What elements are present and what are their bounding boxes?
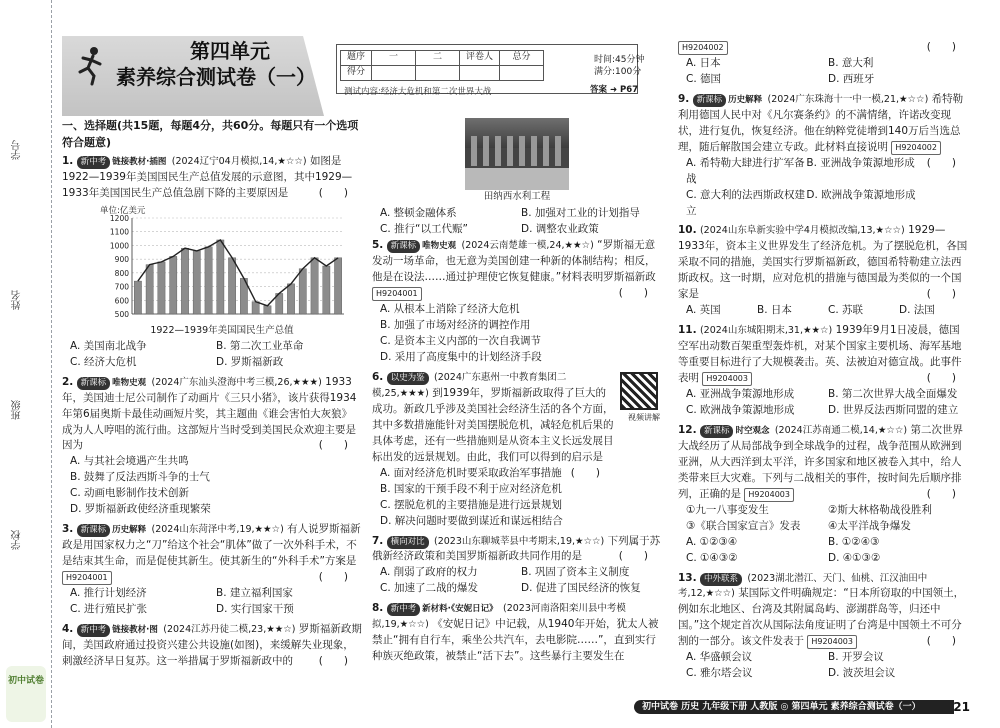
option-list — [678, 650, 970, 682]
option-d[interactable]: D. 法国 — [899, 304, 935, 317]
y-tick-label: 500 — [114, 310, 129, 320]
option-d[interactable]: D. 促进了国民经济的恢复 — [521, 582, 641, 595]
question-6: 视频讲解 6. 以史为鉴 (2024广东惠州一中教育集团二模,25,★★★) 到1939年，罗斯福新政取得了巨大的成功。新政几乎涉及美国社会经济生活的各个方面，其中多数措施能针对美国摆脱危机，减轻危机后果的具体考虑，还有一些措施则是从资本主义长远发展目标出发的远景规划。由此，我们可以得到的启示是 ( ) A. 面对经济危机时要采取政治军事措施 B. 国家的干预手段不利于应对经济危机 C. 摆脱危机的主要措施是进行远景规划 D. 解决问题时要做到谋近和谋远相结合 — [372, 370, 662, 530]
dam-illustration — [465, 118, 569, 190]
question-8-continued — [678, 40, 970, 88]
answer-blank[interactable]: ( ) — [318, 571, 348, 584]
gnp-bar — [287, 284, 294, 314]
option-b[interactable]: B. 巩固了资本主义制度 — [521, 566, 630, 579]
question-tag: 新中考 — [77, 156, 111, 169]
option-d[interactable]: D. 采用了高度集中的计划经济手段 — [380, 351, 542, 364]
answer-blank[interactable]: ( ) — [618, 550, 648, 563]
gnp-bar — [311, 258, 318, 314]
question-11: 11. (2024山东城阳期末,31,★★☆) 1939年9月1日凌晨，德国空军出动数百架重型轰炸机，对某个国家主要机场、海军基地等重要目标进行了大规模袭击。英、法被迫对德宣战。此事件表明 H9204003 ( ) A. 亚洲战争策源地形成 B. 第二次世界大战全面爆发 C. 欧洲战争策源地形成 D. 世界反法西斯同盟的建立 — [678, 323, 970, 419]
y-axis-label: 单位:亿美元 — [100, 206, 146, 217]
option-b[interactable]: B. 日本 — [757, 304, 792, 317]
photo-caption: 田纳西水利工程 — [483, 191, 551, 202]
option-a[interactable]: A. ①②③④ — [686, 535, 738, 548]
publisher-logo: 初中试卷 — [6, 666, 46, 722]
class-label: 班级 — [12, 400, 23, 420]
score-input-cell[interactable] — [372, 66, 416, 81]
gnp-bar — [170, 257, 177, 315]
qr-code-icon[interactable] — [620, 372, 658, 410]
option-d[interactable]: D. 实行国家干预 — [216, 602, 294, 615]
option-c[interactable]: C. 推行“以工代赈” — [380, 223, 468, 236]
option-list — [372, 466, 662, 530]
question-9: 9. 新课标 历史解释 (2024广东珠海十一中一模,21,★☆☆) 希特勒利用德国人民中对《凡尔赛条约》的不满情绪，许诺改变现状，进行复仇，恢复经济。他在纳粹党徒增到140万后当选总理，随后解散国会建立专政。此材料直接说明 H9204002 ( ) A. 希特勒大肆进行扩军备战 B. 亚洲战争策源地形成 C. 意大利的法西斯政权建立 D. 欧洲战争策源地形成 — [678, 92, 970, 220]
question-7: 7. 横向对比 (2023山东聊城莘县中考期末,19,★☆☆) 下列属于苏俄新经济政策和美国罗斯福新政共同作用的是 ( ) A. 削弱了政府的权力 B. 巩固了资本主义制度 C. 加速了二战的爆发 D. 促进了国民经济的恢复 — [372, 534, 662, 598]
question-2: 2. 新课标 唯物史观 (2024广东汕头澄海中考三模,26,★★★) 1933年，美国迪士尼公司制作了动画片《三只小猪》，该片获得1934年第6届奥斯卡最佳动画短片奖，其主题曲《谁会害怕大灰狼》成为人人哼唱的流行曲。这部短片当时受到美国民众欢迎主要是因为 ( ) A. 与其社会境遇产生共鸣 B. 鼓舞了反法西斯斗争的士气 C. 动画电影制作技术创新 D. 罗斯福新政使经济重现繁荣 — [62, 375, 362, 519]
section-title: 一、选择题(共15题，每题4分，共60分。每题只有一个选项符合题意) — [62, 119, 359, 149]
option-b[interactable]: B. 第二次世界大战全面爆发 — [828, 388, 958, 401]
option-b[interactable]: B. 加强对工业的计划指导 — [521, 207, 640, 220]
question-5: 5. 新课标 唯物史观 (2024云南楚雄一模,24,★★☆) “罗斯福无意发动一场革命，也无意为美国创建一种新的体制结构；相反，他是在设法……通过护理使它恢复健康。”材料表明罗斯福新政 H9204001 ( ) A. 从根本上消除了经济大危机 B. 加强了市场对经济的调控作用 C. 是资本主义内部的一次自我调节 D. 采用了高度集中的计划经济手段 — [372, 238, 662, 366]
question-13: 13. 中外联系 (2023湖北潜江、天门、仙桃、江汉油田中考,12,★☆☆) 某国际文件明确规定：“日本所窃取的中国领土，例如东北地区、台湾及其附属岛屿、澎湖群岛等，归还中国。”这个规定首次从国际法角度证明了台湾是中国领土不可分割的一部分。该文件发表于 H9204003 ( ) A. 华盛顿会议 B. 开罗会议 C. 雅尔塔会议 D. 波茨坦会议 — [678, 571, 970, 683]
option-c[interactable]: C. 是资本主义内部的一次自我调节 — [380, 335, 542, 348]
question-code: H9204001 — [62, 571, 112, 585]
gnp-bar — [158, 262, 165, 314]
gnp-bar — [299, 269, 306, 314]
qr-label: 视频讲解 — [628, 412, 660, 422]
option-d[interactable]: D. 西班牙 — [828, 72, 875, 85]
column-middle — [372, 118, 662, 669]
option-d[interactable]: D. 解决问题时要做到谋近和谋远相结合 — [380, 514, 563, 527]
question-10: 10. (2024山东阜新实验中学4月模拟改编,13,★☆☆) 1929—1933年，资本主义世界发生了经济危机。为了摆脱危机，各国采取不同的措施，美国实行罗斯福新政，德国希特勒建立法西斯政权。这一时期，应对危机的措施与德国最为类似的一个国家是 ( ) A. 英国 B. 日本 C. 苏联 D. 法国 — [678, 223, 970, 319]
question-1: 1. 新中考 链接教材·插图 (2024辽宁04月模拟,14,★☆☆) 如图是1922—1939年美国国民生产总值发展的示意图，其中1929—1933年美国国民生产总值急剧下降的主要原因是 ( ) 单位:亿美元 500 600 700 800 900 1000 1100 1200 1922—1939年美国国民生产总值 A. 美国南北战争 B. 第二次工业革命 C. 经济大危机 D. 罗斯福新政 — [62, 154, 362, 370]
question-code: H9204002 — [678, 41, 728, 55]
option-c[interactable]: C. 动画电影制作技术创新 — [70, 487, 190, 500]
answer-blank[interactable]: ( ) — [926, 487, 956, 500]
test-scope: 测试内容:经济大危机和第二次世界大战 — [344, 87, 492, 97]
answer-blank[interactable]: ( ) — [618, 287, 648, 300]
option-list — [372, 565, 662, 597]
question-12: 12. 新课标 时空观念 (2024江苏南通二模,14,★☆☆) 第二次世界大战经历了从局部战争到全球战争的过程，战争范围从欧洲到亚洲，从大西洋到太平洋，许多国家和地区被卷入其中，给人类带来巨大灾难。下列与二战相关的事件，按时间先后顺序排列，正确的是 H9204003 ( ) ①九一八事变发生 ②斯大林格勒战役胜利 ③《联合国家宣言》发表 ④太平洋战争爆发 A. ①②③④ B. ①②④③ C. ①④③② D. ④①③② — [678, 423, 970, 567]
option-b[interactable]: B. 亚洲战争策源地形成 — [806, 156, 915, 169]
answer-blank[interactable]: ( ) — [926, 372, 956, 385]
gnp-bar — [181, 248, 188, 314]
score-header-cell: 二 — [416, 51, 460, 66]
option-b[interactable]: B. ①②④③ — [828, 535, 880, 548]
page-number: 21 — [953, 700, 970, 714]
question-code: H9204001 — [372, 287, 422, 301]
gnp-bar — [252, 302, 259, 314]
option-a[interactable]: A. 推行计划经济 — [70, 587, 147, 600]
option-b[interactable]: B. 第二次工业革命 — [216, 339, 304, 352]
score-row-label: 得分 — [341, 66, 372, 81]
question-3: 3. 新课标 历史解释 (2024山东菏泽中考,19,★★☆) 有人说罗斯福新政是用国家权力之“刀”给这个社会“肌体”做了一次外科手术，不是结束其生命，而是促使其新生。使其新生的“外科手术”方案是 H9204001 ( ) A. 推行计划经济 B. 建立福利国家 C. 进行殖民扩张 D. 实行国家干预 — [62, 522, 362, 618]
option-a[interactable]: A. 面对经济危机时要采取政治军事措施 — [380, 466, 562, 479]
option-a[interactable]: A. 整顿金融体系 — [380, 207, 457, 220]
option-c[interactable]: C. 加速了二战的爆发 — [380, 582, 479, 595]
gnp-bar — [134, 281, 141, 314]
option-a[interactable]: A. 日本 — [686, 56, 721, 69]
option-c[interactable]: C. ①④③② — [686, 551, 738, 564]
option-list — [62, 454, 362, 518]
event-item: ②斯大林格勒战役胜利 — [828, 503, 932, 516]
question-code: H9204003 — [702, 372, 752, 386]
gnp-bar — [146, 265, 153, 314]
page-footer — [634, 700, 970, 714]
option-a[interactable]: A. 与其社会境遇产生共鸣 — [70, 455, 189, 468]
score-header-cell: 评卷人 — [460, 51, 500, 66]
option-d[interactable]: D. 罗斯福新政使经济重现繁荣 — [70, 503, 211, 516]
y-tick-label: 800 — [114, 269, 129, 279]
option-list — [678, 56, 970, 88]
question-stem: 如图是1922—1939年美国国民生产总值发展的示意图，其中1929—1933年美国国民生产总值急剧下降的主要原因是 — [62, 155, 353, 200]
event-item: ①九一八事变发生 — [686, 503, 769, 516]
option-d[interactable]: D. 调整农业政策 — [521, 223, 599, 236]
option-a[interactable]: A. 削弱了政府的权力 — [380, 566, 478, 579]
answer-reference: 答案 ➜ P67 — [590, 85, 639, 95]
option-a[interactable]: A. 美国南北战争 — [70, 339, 147, 352]
y-tick-label: 1000 — [109, 241, 129, 251]
option-b[interactable]: B. 鼓舞了反法西斯斗争的士气 — [70, 471, 210, 484]
option-a[interactable]: A. 从根本上消除了经济大危机 — [380, 303, 520, 316]
score-input-cell[interactable] — [416, 66, 460, 81]
school-label: 学校 — [12, 530, 23, 550]
runner-icon — [76, 46, 106, 86]
option-list — [678, 303, 970, 319]
option-list — [678, 535, 970, 567]
gnp-chart-svg — [92, 204, 352, 324]
y-tick-label: 900 — [114, 255, 129, 265]
answer-blank[interactable]: ( ) — [926, 156, 956, 169]
option-d[interactable]: D. 世界反法西斯同盟的建立 — [828, 403, 959, 416]
event-item: ④太平洋战争爆发 — [828, 519, 911, 532]
option-list — [372, 302, 662, 366]
y-tick-label: 1200 — [109, 214, 129, 224]
gnp-bar — [228, 258, 235, 314]
footer-bar: 初中试卷 历史 九年级下册 人教版 ◎ 第四单元 素养综合测试卷（一） — [634, 700, 954, 714]
option-c[interactable]: C. 摆脱危机的主要措施是进行远景规划 — [380, 498, 563, 511]
question-8: 8. 新中考 新材料·《安妮日记》 (2023河南洛阳栾川县中考模拟,19,★☆☆) 《安妮日记》中记载，从1940年开始，犹太人被禁止“拥有自行车，乘坐公共汽车，去电影院……”，直到实行种族灭绝政策，被禁止“活下去”。这些暴行主要发生在 — [372, 602, 659, 663]
y-tick-label: 1100 — [109, 228, 129, 238]
score-header-cell: 总分 — [500, 51, 544, 66]
score-input-cell[interactable] — [500, 66, 544, 81]
option-list — [372, 206, 662, 238]
gnp-bar-chart — [92, 204, 352, 324]
dam-photo — [465, 118, 569, 190]
option-c[interactable]: C. 经济大危机 — [70, 355, 137, 368]
option-d[interactable]: D. 罗斯福新政 — [216, 355, 284, 368]
gnp-bar — [217, 240, 224, 314]
option-list — [62, 586, 362, 618]
gnp-bar — [264, 306, 271, 314]
question-code: H9204003 — [807, 635, 857, 649]
full-score: 满分:100分 — [594, 67, 642, 78]
option-d[interactable]: D. ④①③② — [828, 551, 881, 564]
y-tick-label: 600 — [114, 296, 129, 306]
answer-blank[interactable]: ( ) — [318, 654, 348, 667]
score-header-cell: 题序 — [341, 51, 372, 66]
student-number-label: 学号 — [12, 140, 23, 160]
answer-blank[interactable]: ( ) — [926, 41, 956, 53]
score-input-cell[interactable] — [460, 66, 500, 81]
answer-blank[interactable]: ( ) — [570, 466, 600, 479]
option-c[interactable]: C. 欧洲战争策源地形成 — [686, 403, 795, 416]
event-item: ③《联合国家宣言》发表 — [686, 519, 801, 532]
binding-margin — [0, 0, 52, 728]
option-d[interactable]: D. 波茨坦会议 — [828, 667, 896, 680]
test-title: 素养综合测试卷（一） — [116, 65, 316, 89]
option-c[interactable]: C. 进行殖民扩张 — [70, 602, 148, 615]
score-table — [340, 50, 544, 81]
option-a[interactable]: A. 英国 — [686, 304, 721, 317]
option-c[interactable]: C. 雅尔塔会议 — [686, 667, 753, 680]
gnp-bar — [323, 266, 330, 314]
time-and-score — [594, 54, 645, 78]
event-list — [678, 503, 970, 535]
option-d[interactable]: D. 欧洲战争策源地形成 — [806, 188, 916, 201]
answer-blank[interactable]: ( ) — [318, 187, 348, 200]
answer-blank[interactable]: ( ) — [926, 288, 956, 301]
gnp-bar — [205, 247, 212, 314]
option-b[interactable]: B. 意大利 — [828, 56, 874, 69]
question-source: (2024辽宁04月模拟,14,★☆☆) — [171, 156, 307, 168]
answer-blank[interactable]: ( ) — [926, 635, 956, 648]
option-b[interactable]: B. 建立福利国家 — [216, 587, 293, 600]
gnp-bar — [334, 258, 341, 314]
answer-blank[interactable]: ( ) — [318, 439, 348, 452]
y-tick-label: 700 — [114, 282, 129, 292]
option-b[interactable]: B. 开罗会议 — [828, 651, 884, 664]
option-list — [62, 339, 362, 371]
unit-title: 第四单元 — [190, 39, 270, 63]
score-header-cell: 一 — [372, 51, 416, 66]
question-4: 4. 新中考 链接教材·图 (2024江苏丹徒二模,23,★★☆) 罗斯福新政期间，美国政府通过投资兴建公共设施(如图)，来缓解失业现象，刺激经济早日复苏。这一举措属于罗斯福新政中的 ( ) — [62, 622, 362, 670]
option-b[interactable]: B. 加强了市场对经济的调控作用 — [380, 319, 531, 332]
option-list — [678, 387, 970, 419]
option-b[interactable]: B. 国家的干预手段不利于应对经济危机 — [380, 482, 562, 495]
question-code: H9204002 — [891, 141, 941, 155]
option-a[interactable]: A. 希特勒大肆进行扩军备战 — [686, 156, 805, 185]
column-right — [678, 40, 970, 686]
question-code: H9204003 — [744, 488, 794, 502]
option-a[interactable]: A. 华盛顿会议 — [686, 651, 753, 664]
time-limit: 时间:45分钟 — [594, 55, 645, 65]
option-c[interactable]: C. 德国 — [686, 72, 722, 85]
option-c[interactable]: C. 意大利的法西斯政权建立 — [686, 188, 806, 217]
option-a[interactable]: A. 亚洲战争策源地形成 — [686, 388, 795, 401]
gnp-bar — [193, 251, 200, 314]
option-c[interactable]: C. 苏联 — [828, 304, 864, 317]
chart-caption: 1922—1939年美国国民生产总值 — [150, 325, 294, 337]
option-list — [678, 156, 927, 220]
student-name-label: 姓名 — [12, 290, 23, 310]
column-left — [62, 118, 362, 674]
